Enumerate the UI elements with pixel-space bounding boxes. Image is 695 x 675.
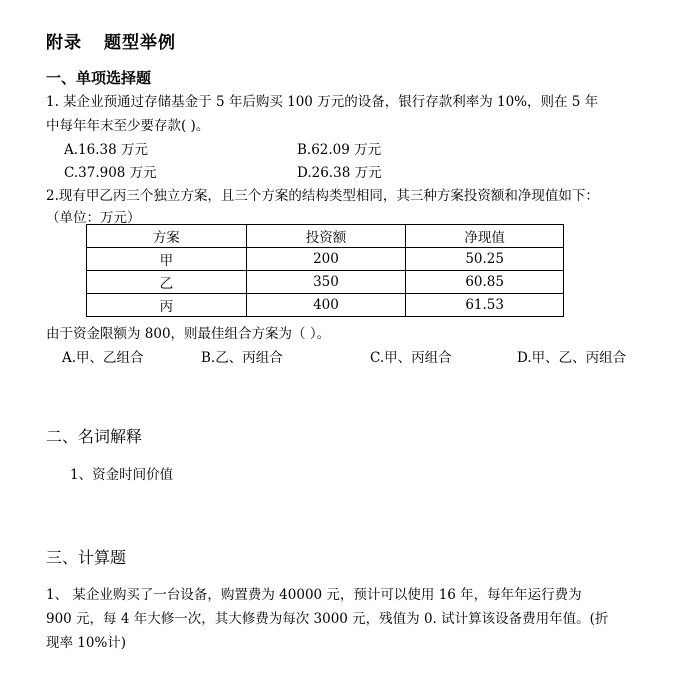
q1-option-b: B.62.09 万元 (297, 142, 382, 158)
table-cell: 61.53 (406, 294, 564, 317)
q2-line2: （单位：万元） (46, 210, 141, 226)
q1-option-c: C.37.908 万元 (64, 165, 157, 181)
q2-option-a: A.甲、乙组合 (62, 350, 144, 366)
table-cell: 甲 (87, 248, 247, 271)
calc-line3: 现率 10%计) (46, 635, 127, 651)
q1-line2: 中每年年末至少要存款( )。 (46, 118, 210, 134)
section1-heading: 一、单项选择题 (46, 69, 152, 87)
table-row (87, 271, 564, 294)
table-cell: 乙 (87, 271, 247, 294)
table-row (87, 294, 564, 317)
title-main: 附录 (46, 33, 82, 53)
section2-item: 1、资金时间价值 (70, 467, 174, 483)
q2-option-b: B.乙、丙组合 (201, 350, 283, 366)
calc-line2: 900 元，每 4 年大修一次，其大修费为每次 3000 元，残值为 0. 试计算该设备费用年值。(折 (46, 611, 609, 627)
q2-line1: 2.现有甲乙丙三个独立方案，且三个方案的结构类型相同，其三种方案投资额和净现值如下： (46, 188, 599, 204)
table-header-cell: 方案 (87, 225, 247, 248)
q2-option-d: D.甲、乙、丙组合 (517, 350, 627, 366)
table-row (87, 248, 564, 271)
table-cell: 400 (246, 294, 406, 317)
investment-table (86, 224, 564, 317)
section2-heading: 二、名词解释 (46, 427, 143, 446)
q2-after-text: 由于资金限额为 800，则最佳组合方案为（ ）。 (46, 326, 331, 342)
table-header-cell: 投资额 (246, 225, 406, 248)
table-cell: 50.25 (406, 248, 564, 271)
q1-option-d: D.26.38 万元 (297, 165, 382, 181)
table-cell: 60.85 (406, 271, 564, 294)
table-header-row (87, 225, 564, 248)
table-header-cell: 净现值 (406, 225, 564, 248)
page-title (46, 28, 176, 53)
calc-line1: 1、 某企业购买了一台设备，购置费为 40000 元，预计可以使用 16 年，每年年运行费为 (46, 587, 582, 603)
table-cell: 200 (246, 248, 406, 271)
q2-option-c: C.甲、丙组合 (370, 350, 452, 366)
section3-heading: 三、计算题 (46, 548, 127, 567)
table-cell: 350 (246, 271, 406, 294)
q1-line1: 1. 某企业预通过存储基金于 5 年后购买 100 万元的设备，银行存款利率为 10%，则在 5 年 (46, 94, 599, 110)
q1-option-a: A.16.38 万元 (64, 142, 148, 158)
table-cell: 丙 (87, 294, 247, 317)
title-sub: 题型举例 (104, 33, 176, 53)
